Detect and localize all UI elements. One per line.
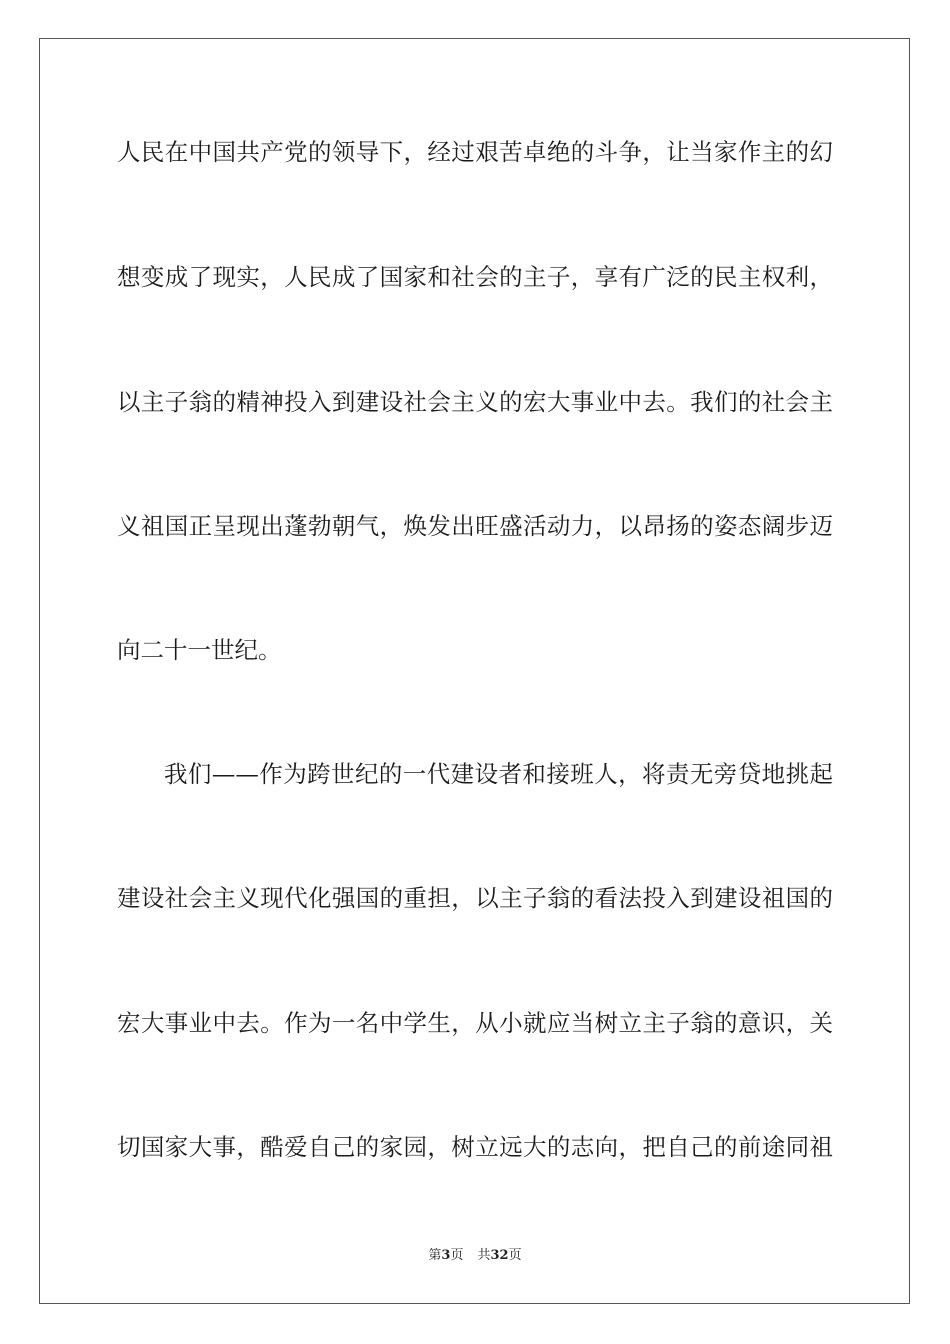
body-text-line: 向二十一世纪。: [117, 636, 282, 664]
paragraph-first-line: 我们——作为跨世纪的一代建设者和接班人，将责无旁贷地挑起: [164, 760, 833, 788]
page-label: 第3页: [428, 1248, 464, 1263]
page-number: 3: [441, 1248, 451, 1263]
body-text-line: 义祖国正呈现出蓬勃朝气，焕发出旺盛活动力，以昂扬的姿态阔步迈: [117, 512, 833, 540]
body-text-line: 宏大事业中去。作为一名中学生，从小就应当树立主子翁的意识，关: [117, 1009, 833, 1037]
total-pages-label: 共32页: [477, 1248, 522, 1263]
body-text-line: 想变成了现实，人民成了国家和社会的主子，享有广泛的民主权利，: [117, 263, 833, 291]
page-border: [39, 38, 910, 1304]
body-text-line: 人民在中国共产党的领导下，经过艰苦卓绝的斗争，让当家作主的幻: [117, 138, 833, 166]
body-text-line: 以主子翁的精神投入到建设社会主义的宏大事业中去。我们的社会主: [117, 388, 833, 416]
body-text-line: 建设社会主义现代化强国的重担，以主子翁的看法投入到建设祖国的: [117, 884, 833, 912]
total-pages: 32: [490, 1248, 509, 1263]
page-footer: [0, 1247, 950, 1265]
body-text-line: 切国家大事，酷爱自己的家园，树立远大的志向，把自己的前途同祖: [117, 1133, 833, 1161]
